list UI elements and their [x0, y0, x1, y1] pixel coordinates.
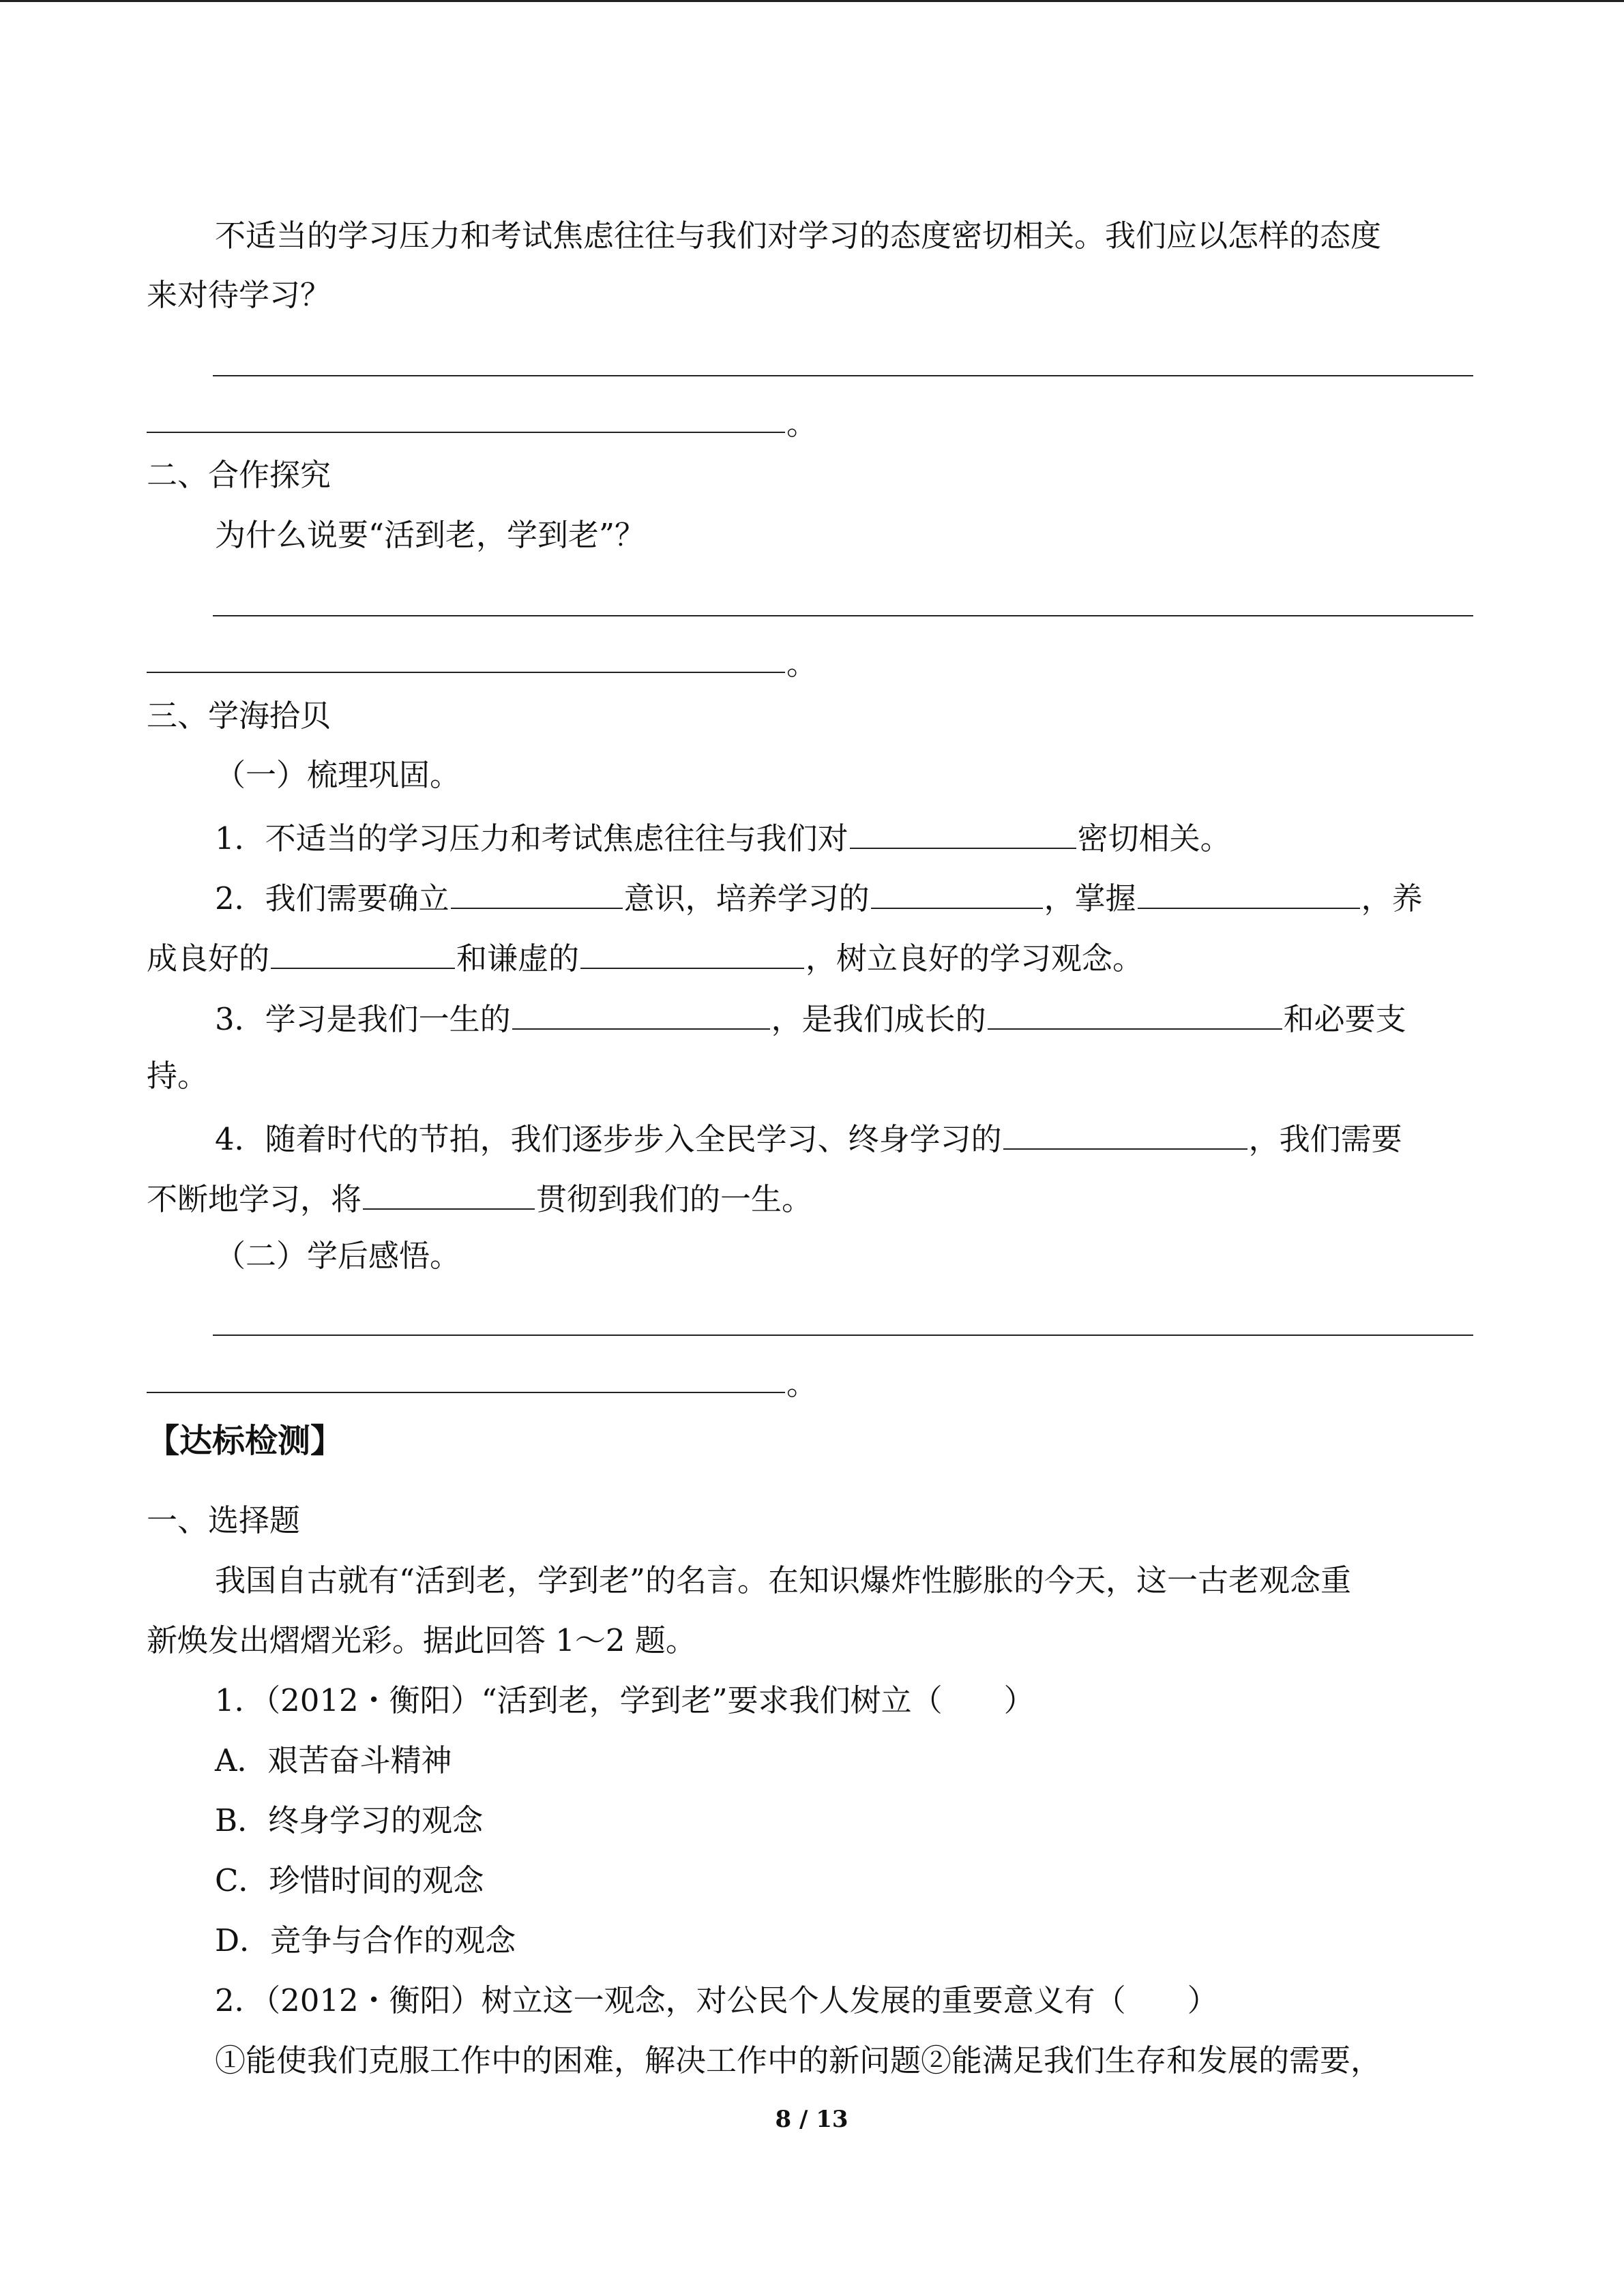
fill-item-1-text-a: 1．不适当的学习压力和考试焦虑往往与我们对 — [215, 820, 848, 856]
fill-item-4-text-d: 贯彻到我们的一生。 — [536, 1181, 813, 1217]
answer-end-mark-1: 。 — [786, 406, 818, 442]
intro-line-1: 不适当的学习压力和考试焦虑往往与我们对学习的态度密切相关。我们应以怎样的态度 — [215, 218, 1382, 254]
fill-item-2-line-1 — [215, 875, 1423, 919]
answer-line-3a[interactable] — [213, 1335, 1473, 1336]
answer-line-1a[interactable] — [213, 375, 1473, 376]
fill-item-4-line-2 — [147, 1176, 812, 1220]
answer-line-2b[interactable] — [147, 672, 785, 673]
answer-line-3b[interactable] — [147, 1392, 785, 1393]
choice-heading: 一、选择题 — [147, 1502, 301, 1538]
q1-option-c[interactable]: C．珍惜时间的观念 — [215, 1862, 484, 1898]
answer-line-2a[interactable] — [213, 615, 1473, 616]
blank-2-1[interactable] — [451, 875, 623, 909]
fill-item-2-text-g: ，树立良好的学习观念。 — [806, 940, 1144, 976]
q1-option-b[interactable]: B．终身学习的观念 — [215, 1802, 484, 1838]
q1-option-d[interactable]: D．竞争与合作的观念 — [215, 1922, 516, 1958]
fill-item-3-text-c: 和必要支 — [1283, 1001, 1406, 1037]
fill-item-2-text-a: 2．我们需要确立 — [215, 880, 449, 916]
top-border — [0, 0, 1624, 2]
blank-4-2[interactable] — [363, 1176, 535, 1210]
question-2: 2．（2012・衡阳）树立这一观念，对公民个人发展的重要意义有（ ） — [215, 1982, 1218, 2018]
fill-item-2-text-d: ，养 — [1361, 880, 1423, 916]
intro-line-2: 来对待学习？ — [147, 277, 331, 313]
fill-item-3-line-1 — [215, 996, 1406, 1040]
question-stem-line-1: 我国自古就有“活到老，学到老”的名言。在知识爆炸性膨胀的今天，这一古老观念重 — [215, 1562, 1352, 1598]
section-heading-cooperation: 二、合作探究 — [147, 457, 331, 493]
answer-end-mark-2: 。 — [786, 646, 818, 682]
question-stem-line-2: 新焕发出熠熠光彩。据此回答 1～2 题。 — [147, 1622, 696, 1658]
question-1: 1．（2012・衡阳）“活到老，学到老”要求我们树立（ ） — [215, 1682, 1035, 1718]
fill-item-2-text-f: 和谦虚的 — [456, 940, 580, 976]
test-title: 【达标检测】 — [147, 1422, 344, 1460]
blank-3-1[interactable] — [512, 996, 770, 1030]
fill-item-2-text-b: 意识，培养学习的 — [623, 880, 870, 916]
fill-item-4-text-a: 4．随着时代的节拍，我们逐步步入全民学习、终身学习的 — [215, 1121, 1002, 1157]
fill-item-3-text-b: ，是我们成长的 — [771, 1001, 986, 1037]
fill-item-4-line-1 — [215, 1116, 1402, 1160]
blank-2-4[interactable] — [271, 935, 455, 969]
blank-3-2[interactable] — [988, 996, 1282, 1030]
blank-2-2[interactable] — [871, 875, 1043, 909]
blank-4-1[interactable] — [1003, 1116, 1247, 1150]
fill-item-1 — [215, 815, 1231, 859]
q1-option-a[interactable]: A．艰苦奋斗精神 — [215, 1742, 452, 1778]
question-2-statements: ①能使我们克服工作中的困难，解决工作中的新问题②能满足我们生存和发展的需要， — [215, 2042, 1382, 2078]
subheading-reflection: （二）学后感悟。 — [215, 1238, 461, 1274]
answer-line-1b[interactable] — [147, 432, 785, 433]
fill-item-2-text-e: 成良好的 — [147, 940, 270, 976]
fill-item-2-line-2 — [147, 935, 1143, 979]
blank-2-5[interactable] — [580, 935, 804, 969]
fill-item-2-text-c: ，掌握 — [1044, 880, 1136, 916]
section-heading-review: 三、学海拾贝 — [147, 698, 331, 734]
blank-1-1[interactable] — [850, 815, 1076, 849]
page-number: 8 / 13 — [775, 2106, 848, 2133]
fill-item-3-text-a: 3．学习是我们一生的 — [215, 1001, 511, 1037]
fill-item-4-text-b: ，我们需要 — [1248, 1121, 1402, 1157]
cooperation-question: 为什么说要“活到老，学到老”？ — [215, 517, 646, 553]
fill-item-3-line-2: 持。 — [147, 1058, 209, 1094]
blank-2-3[interactable] — [1138, 875, 1360, 909]
answer-end-mark-3: 。 — [786, 1366, 818, 1402]
fill-item-1-text-b: 密切相关。 — [1077, 820, 1231, 856]
subheading-review: （一）梳理巩固。 — [215, 757, 461, 793]
fill-item-4-text-c: 不断地学习，将 — [147, 1181, 362, 1217]
